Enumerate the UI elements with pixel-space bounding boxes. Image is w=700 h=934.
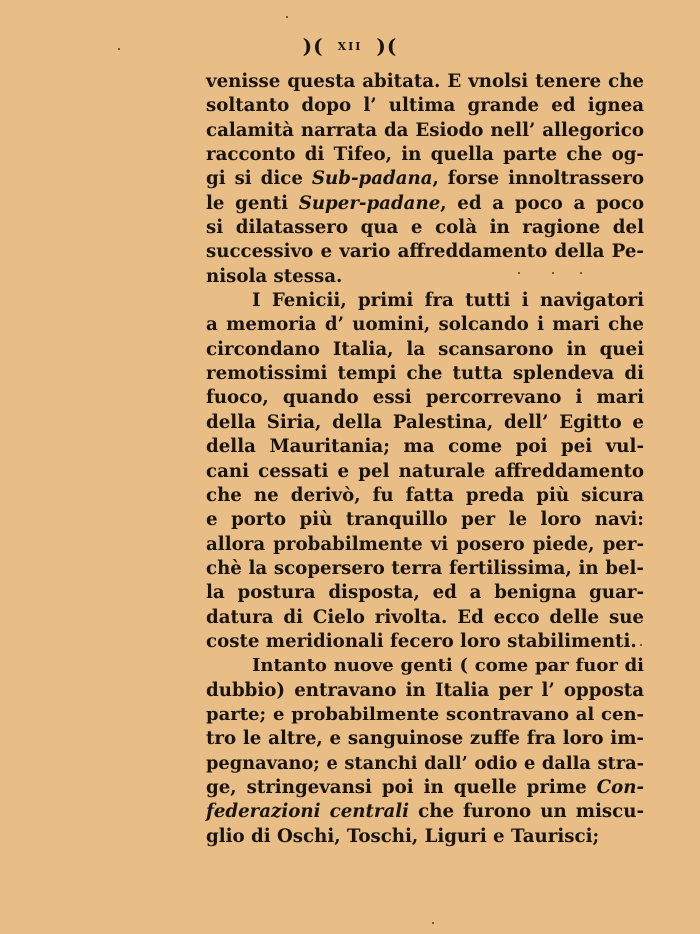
text-run: , forse innoltrassero [432,168,644,190]
head-right-mark: )( [376,34,398,58]
page-number: XII [337,40,363,53]
paper-speck [580,272,582,274]
text-run: , ed a poco a poco [440,192,644,214]
text-line: dubbio) entravano in Italia per l’ opposta [206,679,644,701]
text-line [206,167,644,191]
running-head [0,34,700,58]
text-line: a memoria d’ uomini, solcando i mari che [206,314,644,336]
text-run: le genti [206,192,299,214]
text-line: fuoco, quando essi percorrevano i mari [206,387,644,409]
text-line: circondano Italia, la scansarono in quei [206,338,644,360]
text-line: datura di Cielo rivolta. Ed ecco delle sue [206,606,644,628]
text-line: allora probabilmente vi posero piede, per- [206,533,644,555]
paper-speck [552,272,554,274]
text-line: la postura disposta, ed a benigna guar- [206,582,644,604]
text-line: parte; e probabilmente scontravano al cen- [206,703,644,725]
text-line: venisse questa abitata. E vnolsi tenere che [206,71,644,92]
paper-speck [286,16,288,18]
italic-term: Sub-padana [311,168,433,190]
paper-speck [518,272,520,274]
paper-speck [432,922,434,924]
text-line: cani cessati e pel naturale affreddamento [206,460,644,482]
text-line: racconto di Tifeo, in quella parte che og- [206,144,644,166]
text-line: Intanto nuove genti ( come par fuor di [252,655,644,677]
body-text [206,70,644,849]
text-line: I Fenicii, primi fra tutti i navigatori [252,290,644,312]
text-line: remotissimi tempi che tutta splendeva di [206,363,644,385]
italic-term: Super-padane [298,192,441,214]
text-line: chè la scopersero terra fertilissima, in bel- [206,557,644,579]
head-left-mark: )( [302,34,324,58]
text-run: gi si dice [206,168,312,190]
text-line: tro le altre, e sanguinose zuffe fra loro im- [206,728,644,750]
text-line: nisola stessa. [206,265,343,287]
paper-speck [118,48,120,50]
text-line [206,800,644,824]
italic-term: Con- [596,776,644,798]
text-line: pegnavano; e stanchi dall’ odio e dalla stra- [206,752,644,774]
text-line: della Siria, della Palestina, dell’ Egitto e [206,411,644,433]
text-line: della Mauritania; ma come poi pei vul- [206,436,644,458]
text-line: glio di Oschi, Toschi, Liguri e Taurisci; [206,825,600,847]
text-run: ge, stringevansi poi in quelle prime [206,776,597,798]
paper-speck [640,644,642,646]
text-line: coste meridionali fecero loro stabilimenti. [206,630,637,652]
italic-term: federazioni centrali [206,801,410,823]
text-line: soltanto dopo l’ ultima grande ed ignea [206,95,644,117]
text-line: che ne derivò, fu fatta preda più sicura [206,484,644,506]
text-line: successivo e vario affreddamento della Pe- [206,241,644,263]
text-run: che furono un miscu- [409,801,644,823]
text-line [206,192,644,216]
text-line: e porto più tranquillo per le loro navi: [206,509,644,531]
text-line [206,776,644,800]
text-line: calamità narrata da Esiodo nell’ allegorico [206,119,644,141]
text-line: si dilatassero qua e colà in ragione del [206,217,644,239]
